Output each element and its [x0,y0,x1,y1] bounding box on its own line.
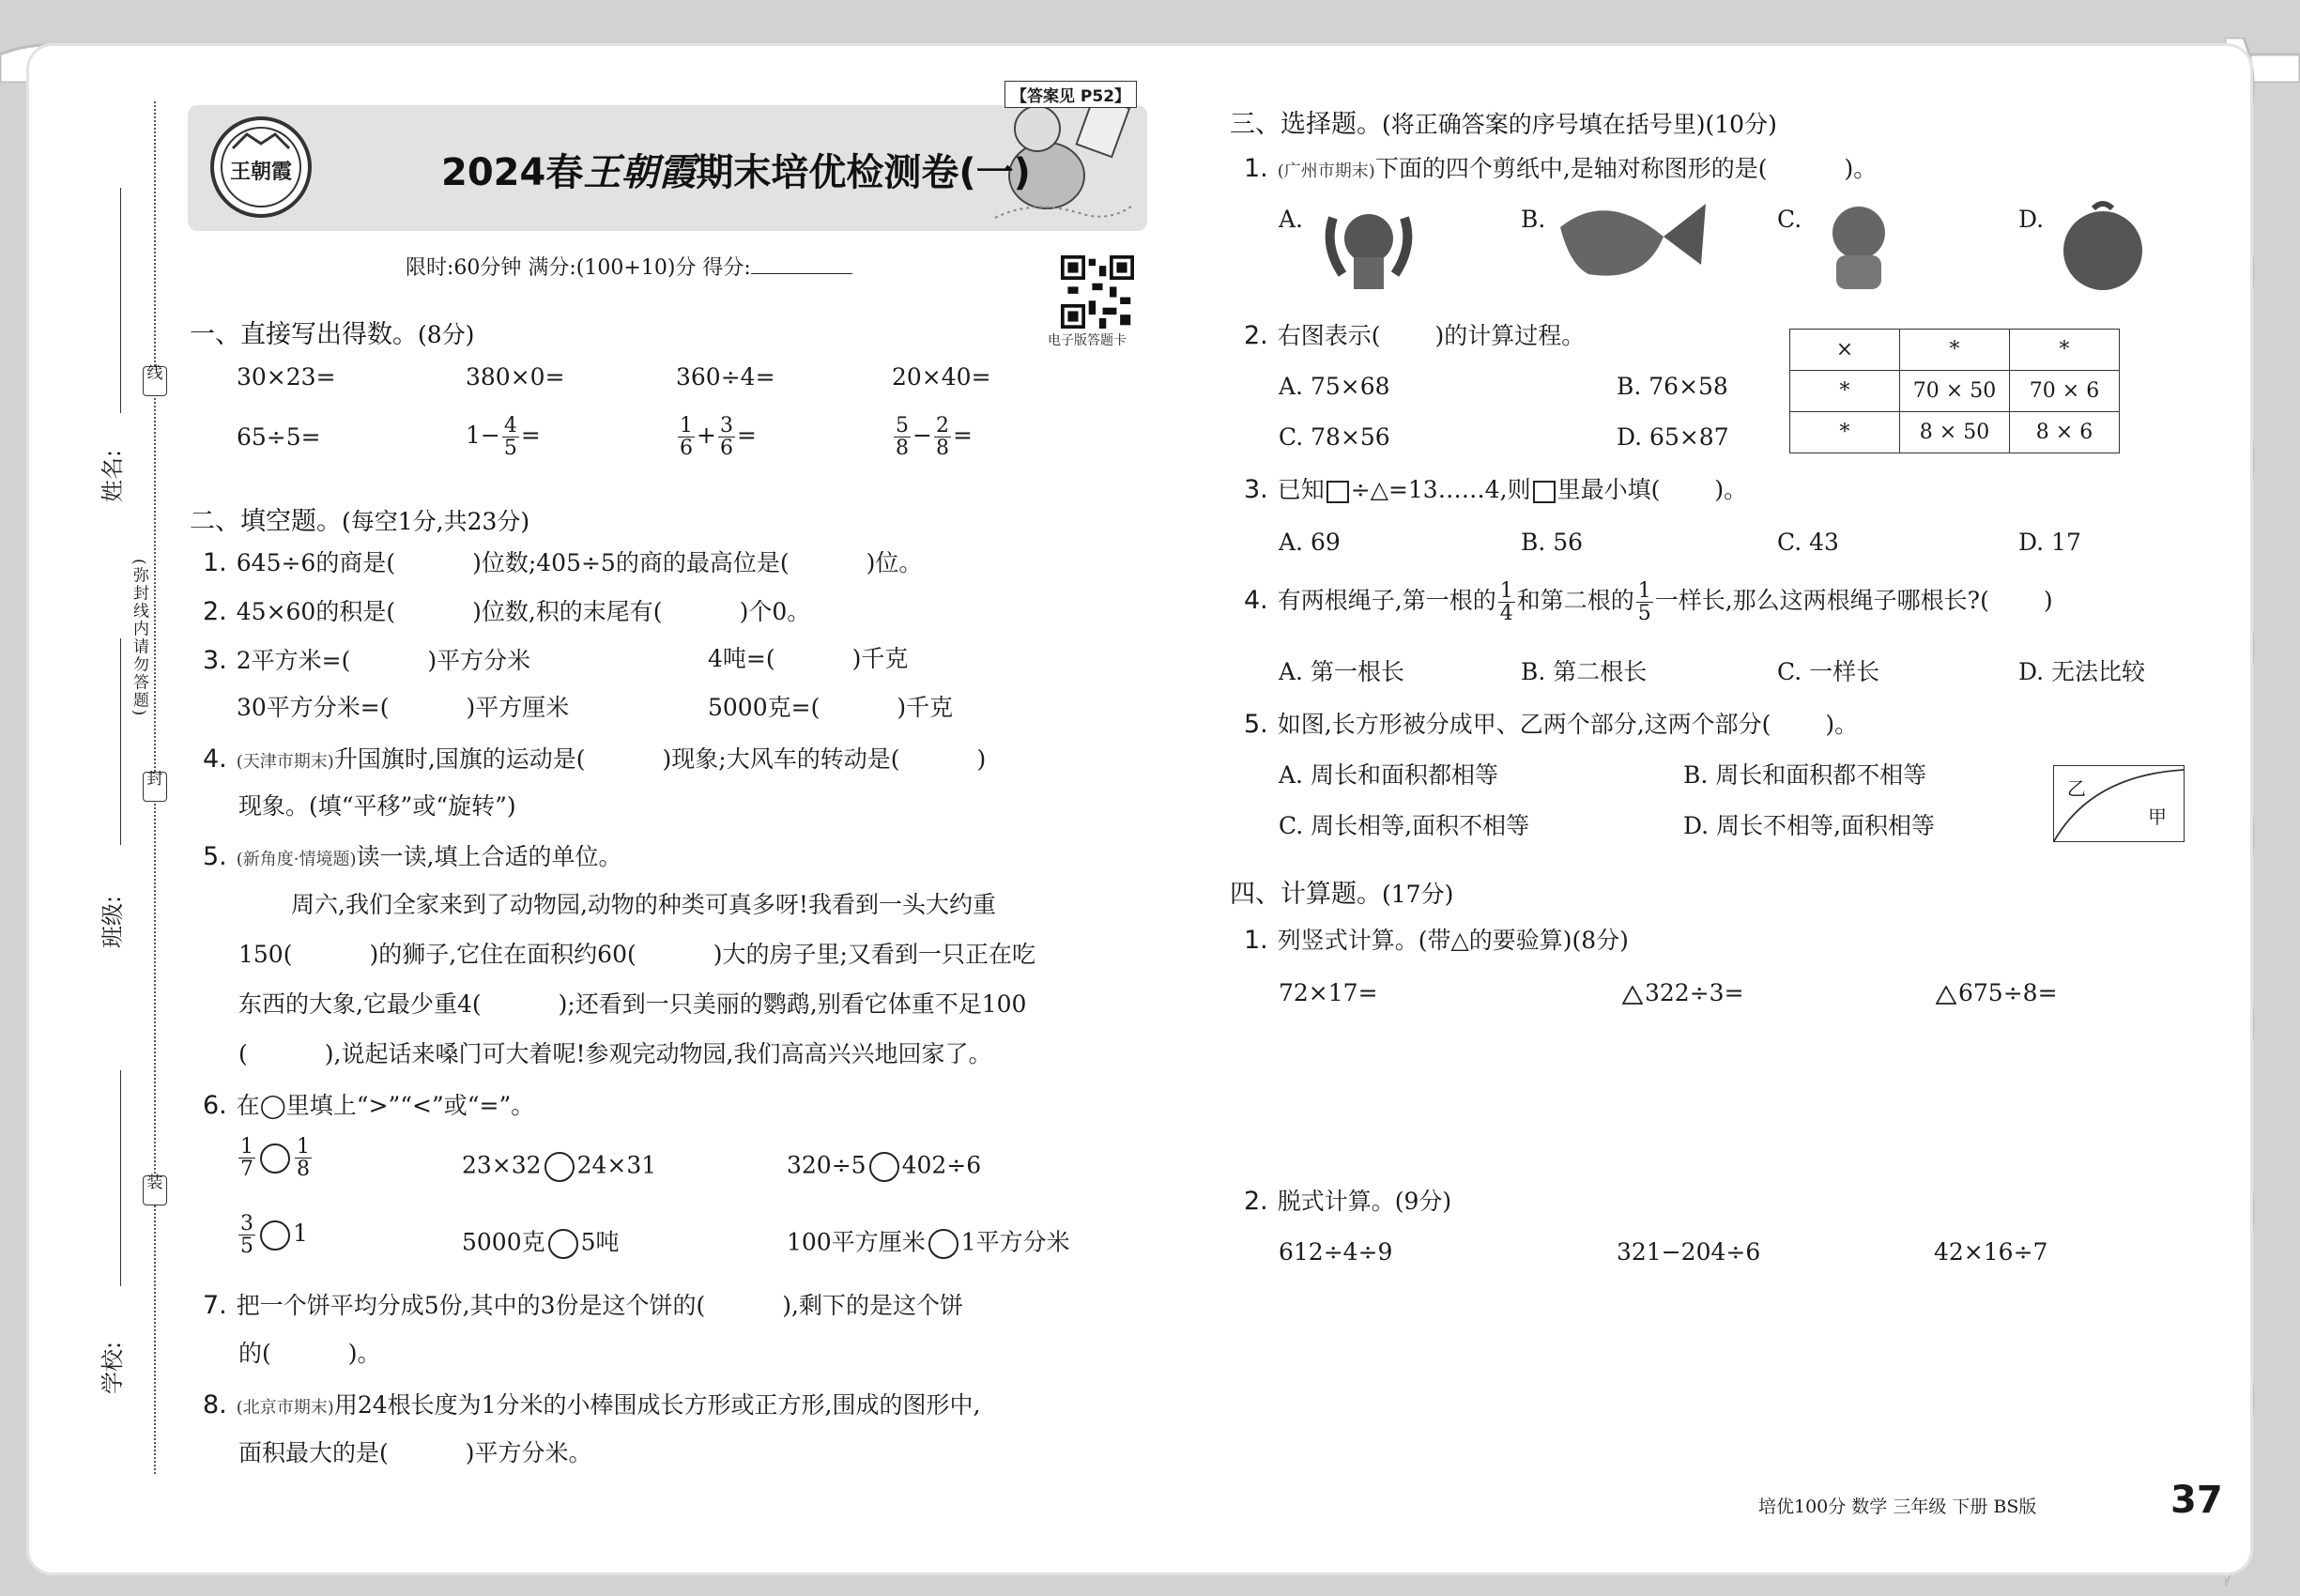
title-suffix: 期末培优检测卷(一) [696,151,1031,194]
compare-circle[interactable] [260,1143,290,1174]
section-2-heading: 二、填空题。 [190,507,342,536]
frac-num: 4 [503,414,517,437]
s2-q5-a: 读一读,填上合适的单位。 [356,843,622,870]
section-3-points: (将正确答案的序号填在括号里)(10分) [1382,111,1777,138]
answer-reference-tag: 【答案见 P52】 [1004,81,1137,108]
s3-q4-opt-c[interactable]: C. 一样长 [1777,658,1880,685]
s1-r2-c1: 65÷5= [237,423,321,451]
s3-q2-opt-c[interactable]: C. 78×56 [1279,423,1390,451]
s2-q6-g1: 100平方厘米 [787,1228,926,1256]
s3-q5-opt-b[interactable]: B. 周长和面积都不相等 [1683,761,1927,789]
grid-cell: 70 × 50 [1900,371,2010,412]
s2-q3-f: )平方厘米 [466,694,570,721]
school-label: 学校: [100,1341,126,1394]
minus-sign: − [912,422,932,450]
s3-q4-d: ) [2043,587,2053,615]
s4-q2-a: 脱式计算。(9分) [1277,1188,1452,1215]
s3-q4 [1244,580,2053,624]
s2-q3-line2-right [708,695,953,722]
s4-q2 [1244,1187,1451,1216]
s2-q4-line2: 现象。(填“平移”或“旋转”) [238,792,516,820]
s2-q5-l4a: ( [238,1040,248,1067]
s2-q6-c1r2 [237,1213,308,1257]
s2-q6-c3r1 [787,1152,981,1182]
grid-cell: 70 × 6 [2010,371,2120,412]
question-number: 4. [1244,586,1268,616]
frac-den: 4 [1499,602,1513,626]
s3-q4-opt-a[interactable]: A. 第一根长 [1279,658,1404,685]
time-score-limits [406,252,852,281]
s2-q6-c1r1 [237,1136,314,1180]
question-number: 1. [1244,154,1268,183]
s2-q3-g: 5000克=( [708,694,820,721]
source-tag: (北京市期末) [236,1398,334,1418]
source-tag: (新角度·情境题) [236,850,357,869]
papercut-dragon-icon [1314,199,1423,293]
frac-den: 6 [719,437,733,461]
fraction-1-4 [1498,580,1515,624]
s4-q1-e3 [1934,980,2058,1007]
s2-q8-line2 [238,1440,592,1467]
qr-code-icon[interactable] [1061,255,1134,329]
s2-q6-g2: 1平方分米 [960,1228,1070,1256]
s3-q5 [1244,710,1858,739]
s2-q2 [203,597,810,626]
s2-q5-l2a: 150( [238,941,293,968]
papercut-tiger-icon [1812,199,1906,293]
s2-q3-e: 30平方分米=( [237,694,390,721]
eq-sign: = [952,422,973,450]
eq-sign: = [736,422,757,450]
s2-q8-line1 [203,1390,980,1420]
s2-q5-l4b: ),说起话来嗓门可大着呢!参观完动物园,我们高高兴兴地回家了。 [324,1040,992,1067]
s3-q1-opt-b[interactable]: B. [1521,206,1546,233]
question-number: 1. [1244,926,1268,955]
frac-num: 1 [240,1135,253,1159]
grid-cell: 8 × 50 [1900,412,2010,453]
s2-q5-l3 [238,991,1026,1019]
question-number: 7. [203,1291,227,1320]
s2-q8-a: 用24根长度为1分米的小棒围成长方形或正方形,围成的图形中, [333,1391,981,1419]
question-number: 6. [203,1091,227,1120]
s2-q6-c2: 402÷6 [901,1151,982,1179]
section-1-points: (8分) [418,321,475,348]
s2-q5-l1: 周六,我们全家来到了动物园,动物的种类可真多呀!我看到一头大约重 [291,891,996,918]
s3-q1-a: 下面的四个剪纸中,是轴对称图形的是( [1374,155,1768,182]
s2-q2-a: 45×60的积是( [236,598,396,625]
fraction-3-5 [238,1213,255,1257]
s3-q2 [1244,321,1585,350]
score-blank[interactable] [751,254,852,274]
section-1-heading: 一、直接写出得数。 [190,320,418,349]
s2-q4-c: ) [976,745,987,773]
frac-den: 5 [1637,602,1651,626]
s3-q3-opt-c[interactable]: C. 43 [1777,529,1839,556]
question-number: 1. [203,548,227,577]
s3-q4-b: 和第二根的 [1516,587,1634,615]
section-2-points: (每空1分,共23分) [342,508,530,535]
s2-q4-a: 升国旗时,国旗的运动是( [333,745,586,773]
s3-q4-opt-b[interactable]: B. 第二根长 [1521,658,1648,685]
question-number: 2. [203,597,227,626]
s1-r1-c2: 380×0= [466,363,565,391]
s2-q5-l3b: );还看到一只美丽的鹦鹉,别看它体重不足100 [558,990,1027,1018]
grid-cell: × [1790,330,1900,371]
frac-num: 3 [240,1212,253,1235]
s2-q2-b: )位数,积的末尾有( [472,598,663,625]
class-underline [120,638,121,845]
s2-q8-c: )平方分米。 [465,1439,592,1466]
s3-q2-b: )的计算过程。 [1434,322,1586,349]
s1-r1-c3: 360÷4= [676,363,775,391]
s4-q2-e2: 321−204÷6 [1617,1238,1761,1266]
frac-den: 5 [240,1235,253,1259]
svg-text:王朝霞: 王朝霞 [229,160,293,184]
s2-q1-a: 645÷6的商是( [236,549,396,576]
s4-q1 [1244,926,1629,955]
section-4-points: (17分) [1382,881,1454,908]
section-4-heading: 四、计算题。 [1230,880,1382,909]
s3-q1-b: )。 [1844,155,1878,182]
fraction-3-6 [718,415,735,459]
question-number: 3. [203,646,227,675]
frac-num: 1 [680,414,693,437]
frac-den: 8 [935,437,949,461]
s4-q1-a: 列竖式计算。(带△的要验算)(8分) [1277,927,1629,954]
s3-q5-b: )。 [1825,711,1859,738]
frac-den: 7 [240,1158,253,1182]
fraction-4-5 [502,415,519,459]
s2-q8-b: 面积最大的是( [238,1439,389,1466]
question-number: 2. [1244,1187,1268,1216]
s2-q6-c2r1 [462,1152,656,1182]
frac-den: 6 [680,437,693,461]
papercut-fu-character-icon [2051,199,2154,293]
compare-circle[interactable] [869,1152,899,1182]
s2-q6-e1: 5000克 [462,1228,545,1256]
s2-q7-d: )。 [347,1340,381,1367]
s3-q2-opt-d[interactable]: D. 65×87 [1617,423,1729,451]
s2-q3-h: )千克 [897,694,954,721]
s3-q4-c: 一样长,那么这两根绳子哪根长?( [1654,587,1989,615]
s2-q5-l4 [238,1041,991,1068]
s3-q1 [1244,154,1877,183]
question-number: 4. [203,744,227,774]
triangle-icon [1936,986,1956,1005]
fraction-5-8 [894,415,911,459]
s3-q3-c: 里最小填( [1556,476,1661,503]
s2-q4-b: )现象;大风车的转动是( [662,745,900,773]
frac-den: 8 [297,1158,310,1182]
papercut-fish-icon [1551,199,1710,293]
s2-q6-head [203,1091,534,1120]
s1-r2-c4 [892,415,973,459]
frac-den: 8 [896,437,909,461]
frac-num: 5 [896,414,909,437]
square-symbol [1326,481,1349,503]
grid-cell: * [2010,330,2120,371]
question-number: 3. [1244,475,1268,504]
s4-q1-e2-text: 322÷3= [1645,979,1744,1006]
s2-q3-d: )千克 [851,645,909,672]
s4-q1-e3-text: 675÷8= [1958,979,2058,1006]
s2-q6-c3r2 [787,1229,1070,1259]
fraction-1-6 [678,415,695,459]
s2-q2-c: )个0。 [739,598,811,625]
section-4-title [1230,873,1453,910]
s2-q3-b: )平方分米 [427,647,531,674]
s3-q5-opt-d[interactable]: D. 周长不相等,面积相等 [1683,812,1935,839]
frac-num: 1 [1499,579,1513,603]
s2-q7-b: ),剩下的是这个饼 [782,1292,963,1319]
s2-q6-c1: 320÷5 [787,1151,866,1179]
eq-sign: = [520,422,541,450]
s4-q2-e1: 612÷4÷9 [1279,1238,1393,1266]
grid-row [1790,330,2120,371]
s2-q7-a: 把一个饼平均分成5份,其中的3份是这个饼的( [236,1292,706,1319]
frac-num: 1 [1637,579,1651,603]
s3-q3-b: ÷△=13……4,则 [1350,476,1531,503]
s3-q3-opt-d[interactable]: D. 17 [2018,529,2081,556]
fraction-1-7 [238,1136,255,1180]
grid-row [1790,412,2120,453]
name-underline [120,188,121,413]
s3-q5-opt-a[interactable]: A. 周长和面积都相等 [1279,761,1498,789]
page-number: 37 [2170,1479,2223,1522]
s2-q6-b2: 24×31 [576,1151,657,1179]
s3-q1-opt-c[interactable]: C. [1777,206,1802,233]
class-label: 班级: [100,895,126,948]
grid-row [1790,371,2120,412]
s3-q1-opt-a[interactable]: A. [1279,206,1304,233]
region-yi-label: 乙 [2067,777,2086,800]
grid-cell: * [1790,371,1900,412]
grid-cell: * [1900,330,2010,371]
frac-den: 5 [503,437,517,461]
s2-q6-c2r2 [462,1229,620,1259]
s3-q3-d: )。 [1714,476,1748,503]
s2-q6-a: 在◯里填上“>”“<”或“=”。 [236,1092,535,1119]
s3-q5-a: 如图,长方形被分成甲、乙两个部分,这两个部分( [1277,711,1771,738]
s2-q6-e2: 5吨 [580,1228,620,1256]
s1-r1-c4: 20×40= [892,363,991,391]
s2-q4-line1 [203,744,986,774]
grid-cell: * [1790,412,1900,453]
compare-circle[interactable] [548,1229,578,1259]
section-3-title [1230,103,1777,140]
s1-r2-c2-pre: 1− [466,422,500,450]
triangle-icon [1622,986,1643,1005]
s3-q2-opt-b[interactable]: B. 76×58 [1617,373,1728,400]
question-number: 5. [1244,710,1268,739]
s2-q5-l2 [238,942,1035,969]
frac-num: 2 [935,414,949,437]
s2-q5-l3a: 东西的大象,它最少重4( [238,990,482,1018]
fraction-2-8 [934,415,951,459]
title-prefix: 2024春 [441,151,584,194]
s3-q1-opt-d[interactable]: D. [2018,206,2045,233]
s2-q3-c: 4吨=( [708,645,775,672]
s2-q3-line2 [237,695,569,722]
section-1-title [190,314,474,350]
section-3-heading: 三、选择题。 [1230,110,1382,139]
s2-q6-d2: 1 [293,1220,308,1248]
frac-num: 1 [297,1135,310,1159]
source-tag: (广州市期末) [1277,161,1375,181]
s2-q1-c: )位。 [866,549,923,576]
multiplication-grid [1789,329,2120,453]
fraction-1-8 [295,1136,312,1180]
s4-q1-e1: 72×17= [1279,979,1378,1006]
region-jia-label: 甲 [2148,806,2167,828]
no-answer-note: (弥封线内请勿答题) [130,559,148,718]
s3-q3 [1244,475,1747,504]
title-brand: 王朝霞 [583,150,697,194]
footer-info: 培优100分 数学 三年级 下册 BS版 [1758,1496,2037,1517]
school-underline [120,1070,121,1286]
s2-q1 [203,548,922,577]
compare-circle[interactable] [544,1152,575,1182]
s3-q5-opt-c[interactable]: C. 周长相等,面积不相等 [1279,812,1530,839]
source-tag: (天津市期末) [236,752,334,772]
line-mark: 线 [143,366,167,396]
s2-q7-c: 的( [238,1340,271,1367]
s2-q3-a: 2平方米=( [236,647,351,674]
s3-q2-a: 右图表示( [1277,322,1381,349]
seal-mark: 封 [143,772,167,802]
brand-seal-logo [205,111,317,223]
s4-q1-e2 [1620,980,1744,1007]
rectangle-figure [2053,765,2185,842]
s2-q6-b1: 23×32 [462,1151,542,1179]
s3-q4-opt-d[interactable]: D. 无法比较 [2018,658,2146,685]
qr-caption: 电子版答题卡 [1048,333,1127,348]
s3-q3-a: 已知 [1277,476,1325,503]
name-label: 姓名: [100,449,126,502]
s3-q4-a: 有两根绳子,第一根的 [1277,587,1496,615]
fraction-1-5 [1636,580,1653,624]
s2-q3-line1-right [708,646,908,673]
question-number: 8. [203,1390,227,1420]
s1-r2-c3 [676,415,757,459]
s2-q5-l2b: )的狮子,它住在面积约60( [369,941,636,968]
s2-q5-head [203,842,622,871]
s2-q1-b: )位数;405÷5的商的最高位是( [472,549,790,576]
limits-text: 限时:60分钟 满分:(100+10)分 得分: [406,256,751,280]
s2-q7-line1 [203,1291,963,1320]
exam-title [441,143,1031,196]
s3-q2-opt-a[interactable]: A. 75×68 [1279,373,1390,400]
plus-sign: + [697,422,716,450]
compare-circle[interactable] [260,1220,290,1251]
frac-num: 3 [719,414,733,437]
s2-q7-line2 [238,1341,381,1368]
square-symbol [1533,481,1556,503]
question-number: 5. [203,842,227,871]
s1-r2-c2 [466,415,541,459]
section-2-title [190,500,529,537]
s4-q2-e3: 42×16÷7 [1934,1238,2048,1266]
grid-cell: 8 × 6 [2010,412,2120,453]
s2-q5-l2c: )大的房子里;又看到一只正在吃 [713,941,1035,968]
bind-mark: 装 [143,1175,167,1205]
question-number: 2. [1244,321,1268,350]
s2-q3-line1 [203,646,530,675]
s3-q3-opt-b[interactable]: B. 56 [1521,529,1584,556]
s3-q3-opt-a[interactable]: A. 69 [1279,529,1341,556]
s1-r1-c1: 30×23= [237,363,336,391]
compare-circle[interactable] [928,1229,958,1259]
